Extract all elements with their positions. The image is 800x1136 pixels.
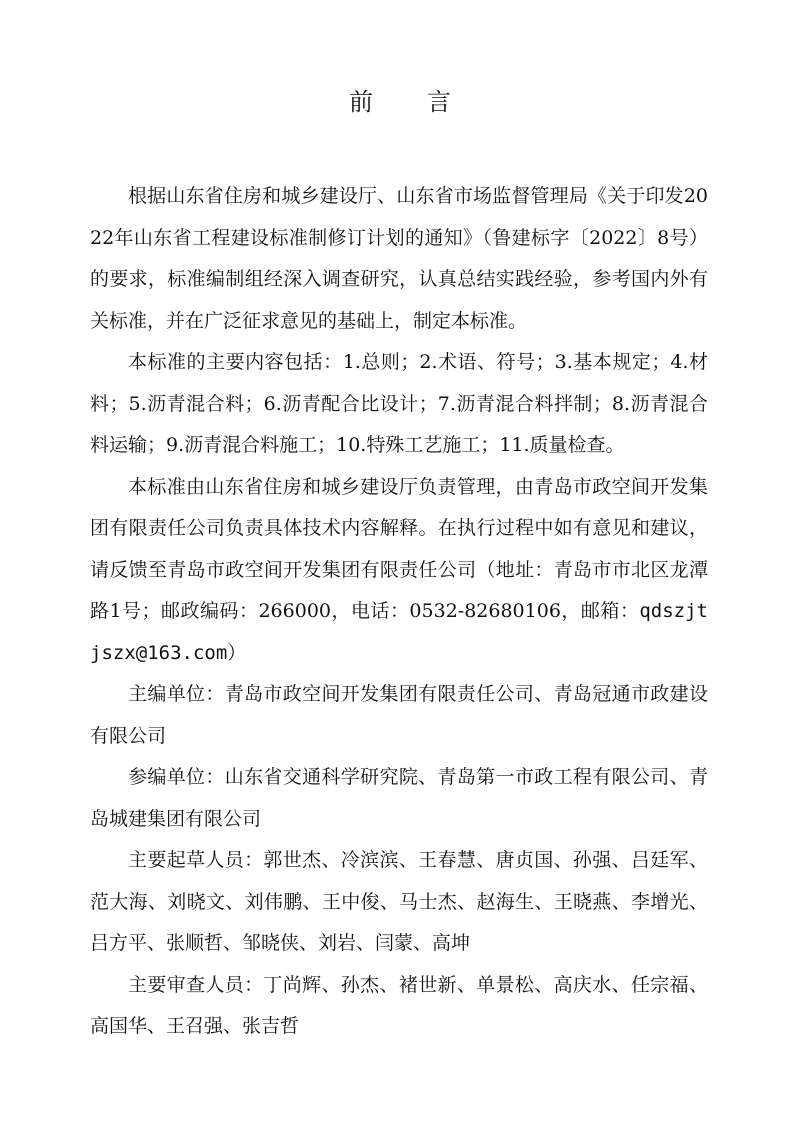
paragraph-reviewers: 主要审查人员：丁尚辉、孙杰、褚世新、单景松、高庆水、任宗福、高国华、王召强、张吉哲 bbox=[90, 973, 708, 1037]
paragraph-basis: 根据山东省住房和城乡建设厅、山东省市场监督管理局《关于印发2022年山东省工程建设标准制修订计划的通知》（鲁建标字〔2022〕8号）的要求，标准编制组经深入调查研究，认真总结实践经验，参考国内外有关标准，并在广泛征求意见的基础上，制定本标准。 bbox=[90, 185, 708, 332]
management-close: ） bbox=[227, 641, 247, 664]
paragraph-chief-editor: 主编单位：青岛市政空间开发集团有限责任公司、青岛冠通市政建设有限公司 bbox=[90, 683, 708, 747]
preface-body bbox=[90, 176, 708, 1048]
paragraph-drafters: 主要起草人员：郭世杰、冷滨滨、王春慧、唐贞国、孙强、吕廷军、范大海、刘晓文、刘伟鹏、王中俊、马士杰、赵海生、王晓燕、李增光、吕方平、张顺哲、邹晓侠、刘岩、闫蒙、高坤 bbox=[90, 849, 708, 954]
title-char-1: 前 bbox=[349, 88, 373, 116]
paragraph-management bbox=[90, 467, 708, 675]
paragraph-participating-units: 参编单位：山东省交通科学研究院、青岛第一市政工程有限公司、青岛城建集团有限公司 bbox=[90, 766, 708, 830]
title-char-2: 言 bbox=[427, 88, 451, 116]
paragraph-main-contents: 本标准的主要内容包括：1.总则；2.术语、符号；3.基本规定；4.材料；5.沥青混合料；6.沥青配合比设计；7.沥青混合料拌制；8.沥青混合料运输；9.沥青混合料施工；10.特殊工艺施工；11.质量检查。 bbox=[90, 351, 708, 456]
management-text: 本标准由山东省住房和城乡建设厅负责管理，由青岛市政空间开发集团有限责任公司负责具体技术内容解释。在执行过程中如有意见和建议，请反馈至青岛市政空间开发集团有限责任公司（地址：青岛市市北区龙潭路1号；邮政编码：266000，电话：0532-82680106，邮箱： bbox=[90, 475, 708, 622]
page-title bbox=[0, 82, 800, 117]
contact-email: qdszjtjszx@163.com bbox=[90, 600, 708, 664]
